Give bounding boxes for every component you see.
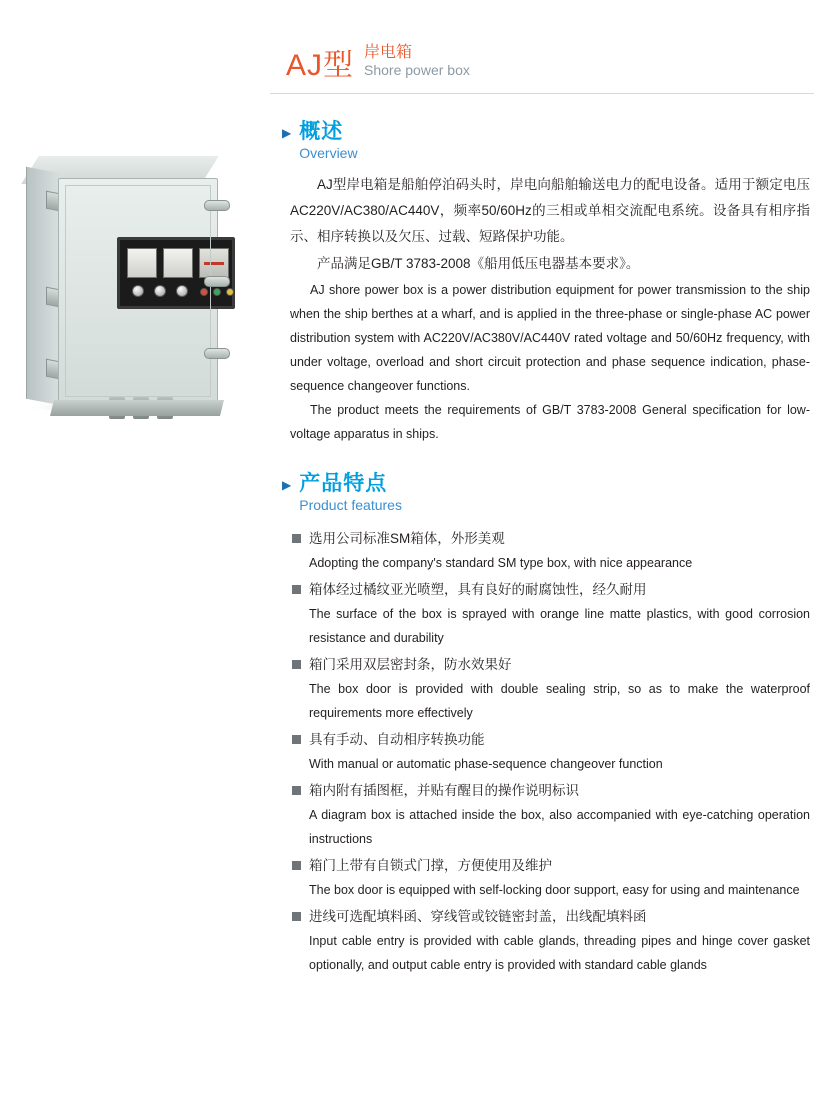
list-item [292,652,810,725]
page-title [270,0,814,94]
list-item [292,526,810,575]
list-item [292,904,810,977]
list-item [292,727,810,776]
square-bullet-icon [292,786,301,795]
overview-heading-en: Overview [299,144,358,161]
cabinet-base [50,400,224,416]
indicator-lamp-red-icon [200,288,208,296]
features-heading-en: Product features [299,497,402,514]
selector-knob-icon [154,285,166,297]
feature-text-cn: 具有手动、自动相序转换功能 [309,732,485,748]
overview-paragraph-cn-2: 产品满足GB/T 3783-2008《船用低压电器基本要求》。 [317,255,640,271]
square-bullet-icon [292,912,301,921]
cabinet-front-door [58,178,218,404]
list-item [292,778,810,851]
feature-text-cn: 箱体经过橘纹亚光喷塑，具有良好的耐腐蚀性，经久耐用 [309,582,647,598]
door-latch-icon [204,276,230,287]
section-header-features [270,472,814,516]
feature-text-cn: 箱内附有插图框，并贴有醒目的操作说明标识 [309,783,579,799]
voltmeter-icon [127,248,157,278]
product-image-column [0,0,258,1118]
square-bullet-icon [292,534,301,543]
list-item [292,577,810,650]
content-column [258,0,830,1118]
section-header-overview [270,120,814,164]
feature-text-en: The surface of the box is sprayed with orange line matte plastics, with good corrosion resistance and durability [309,607,810,646]
product-model: AJ型 [286,48,355,82]
triangle-right-icon: ▶ [282,477,292,492]
product-name-cn: 岸电箱 [364,44,413,61]
feature-text-en: A diagram box is attached inside the box, also accompanied with eye-catching operation instructions [309,808,810,847]
selector-knob-icon [176,285,188,297]
features-heading-cn: 产品特点 [299,471,388,495]
feature-text-cn: 箱门上带有自锁式门撑，方便使用及维护 [309,858,552,874]
feature-text-en: The box door is provided with double sealing strip, so as to make the waterproof requirements more effectively [309,682,810,721]
overview-paragraph-en-1: AJ shore power box is a power distribution equipment for power transmission to the ship when the ship berthes at a wharf, and is applied in the three-phase or single-phase AC power distribution system with AC220V/AC380V/AC440V rated voltage and 50/60Hz frequency, with under voltage, overload and short circuit protection and phase sequence indication, phase-sequence changeover functions. [290,282,810,393]
selector-knob-icon [132,285,144,297]
overview-body [270,164,814,446]
features-list [270,516,814,977]
indicator-lamp-green-icon [213,288,221,296]
door-latch-icon [204,200,230,211]
feature-text-en: With manual or automatic phase-sequence changeover function [309,757,663,772]
door-latch-icon [204,348,230,359]
feature-text-en: Input cable entry is provided with cable glands, threading pipes and hinge cover gasket optionally, and output cable entry is provided with standard cable glands [309,934,810,973]
phase-indicator-icon [199,248,229,278]
square-bullet-icon [292,660,301,669]
feature-text-en: Adopting the company's standard SM type box, with nice appearance [309,556,693,571]
ammeter-icon [163,248,193,278]
feature-text-en: The box door is equipped with self-locking door support, easy for using and maintenance [309,883,800,898]
feature-text-cn: 进线可选配填料函、穿线管或铰链密封盖，出线配填料函 [309,909,647,925]
list-item [292,853,810,902]
feature-text-cn: 箱门采用双层密封条，防水效果好 [309,657,512,673]
triangle-right-icon: ▶ [282,125,292,140]
square-bullet-icon [292,735,301,744]
square-bullet-icon [292,861,301,870]
feature-text-cn: 选用公司标准SM箱体，外形美观 [309,531,505,547]
square-bullet-icon [292,585,301,594]
instrument-panel-window [117,237,235,309]
indicator-lamp-yellow-icon [226,288,234,296]
overview-paragraph-en-2: The product meets the requirements of GB/T 3783-2008 General specification for low-voltage apparatus in ships. [290,402,810,441]
product-photo [18,148,240,448]
product-name-en: Shore power box [364,62,470,79]
overview-paragraph-cn-1: AJ型岸电箱是船舶停泊码头时，岸电向船舶输送电力的配电设备。适用于额定电压AC220V/AC380/AC440V，频率50/60Hz的三相或单相交流配电系统。设备具有相序指示、相序转换以及欠压、过载、短路保护功能。 [290,176,810,244]
overview-heading-cn: 概述 [299,119,344,143]
